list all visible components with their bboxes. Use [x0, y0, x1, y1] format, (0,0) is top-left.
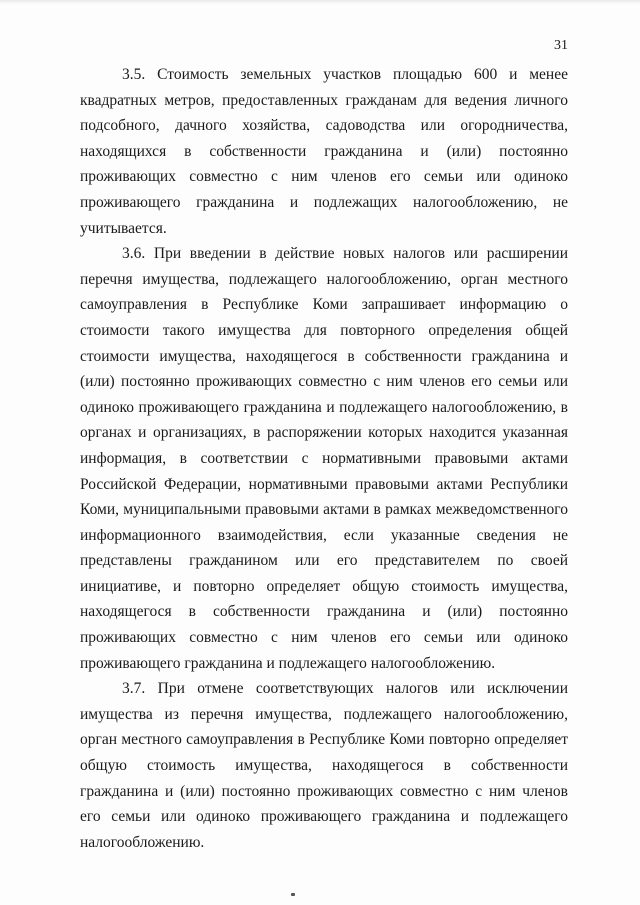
scan-artifact-mark	[291, 893, 295, 896]
paragraph-3-6: 3.6. При введении в действие новых налогов или расширении перечня имущества, подлежащего налогообложению, орган местного самоуправления в Республике Коми запрашивает информацию о стоимости такого имущества для повторного определения общей стоимости имущества, находящегося в собственности гражданина и (или) постоянно проживающих совместно с ним членов его семьи или одиноко проживающего гражданина и подлежащего налогообложению, в органах и организациях, в распоряжении которых находится указанная информация, в соответствии с нормативными правовыми актами Российской Федерации, нормативными правовыми актами Республики Коми, муниципальными правовыми актами в рамках межведомственного информационного взаимодействия, если указанные сведения не представлены гражданином или его представителем по своей инициативе, и повторно определяет общую стоимость имущества, находящегося в собственности гражданина и (или) постоянно проживающих совместно с ним членов его семьи или одиноко проживающего гражданина и подлежащего налогообложению.	[80, 245, 568, 672]
page-number: 31	[554, 38, 568, 53]
document-body	[80, 62, 568, 855]
scan-top-edge	[0, 0, 640, 4]
paragraph-3-7: 3.7. При отмене соответствующих налогов или исключении имущества из перечня имущества, подлежащего налогообложению, орган местного самоуправления в Республике Коми повторно определяет общую стоимость имущества, находящегося в собственности гражданина и (или) постоянно проживающих совместно с ним членов его семьи или одиноко проживающего гражданина и подлежащего налогообложению.	[80, 680, 568, 851]
paragraph-3-5: 3.5. Стоимость земельных участков площадью 600 и менее квадратных метров, предоставленных гражданам для ведения личного подсобного, дачного хозяйства, садоводства или огородничества, находящихся в собственности гражданина и (или) постоянно проживающих совместно с ним членов его семьи или одиноко проживающего гражданина и подлежащих налогообложению, не учитывается.	[80, 66, 568, 237]
